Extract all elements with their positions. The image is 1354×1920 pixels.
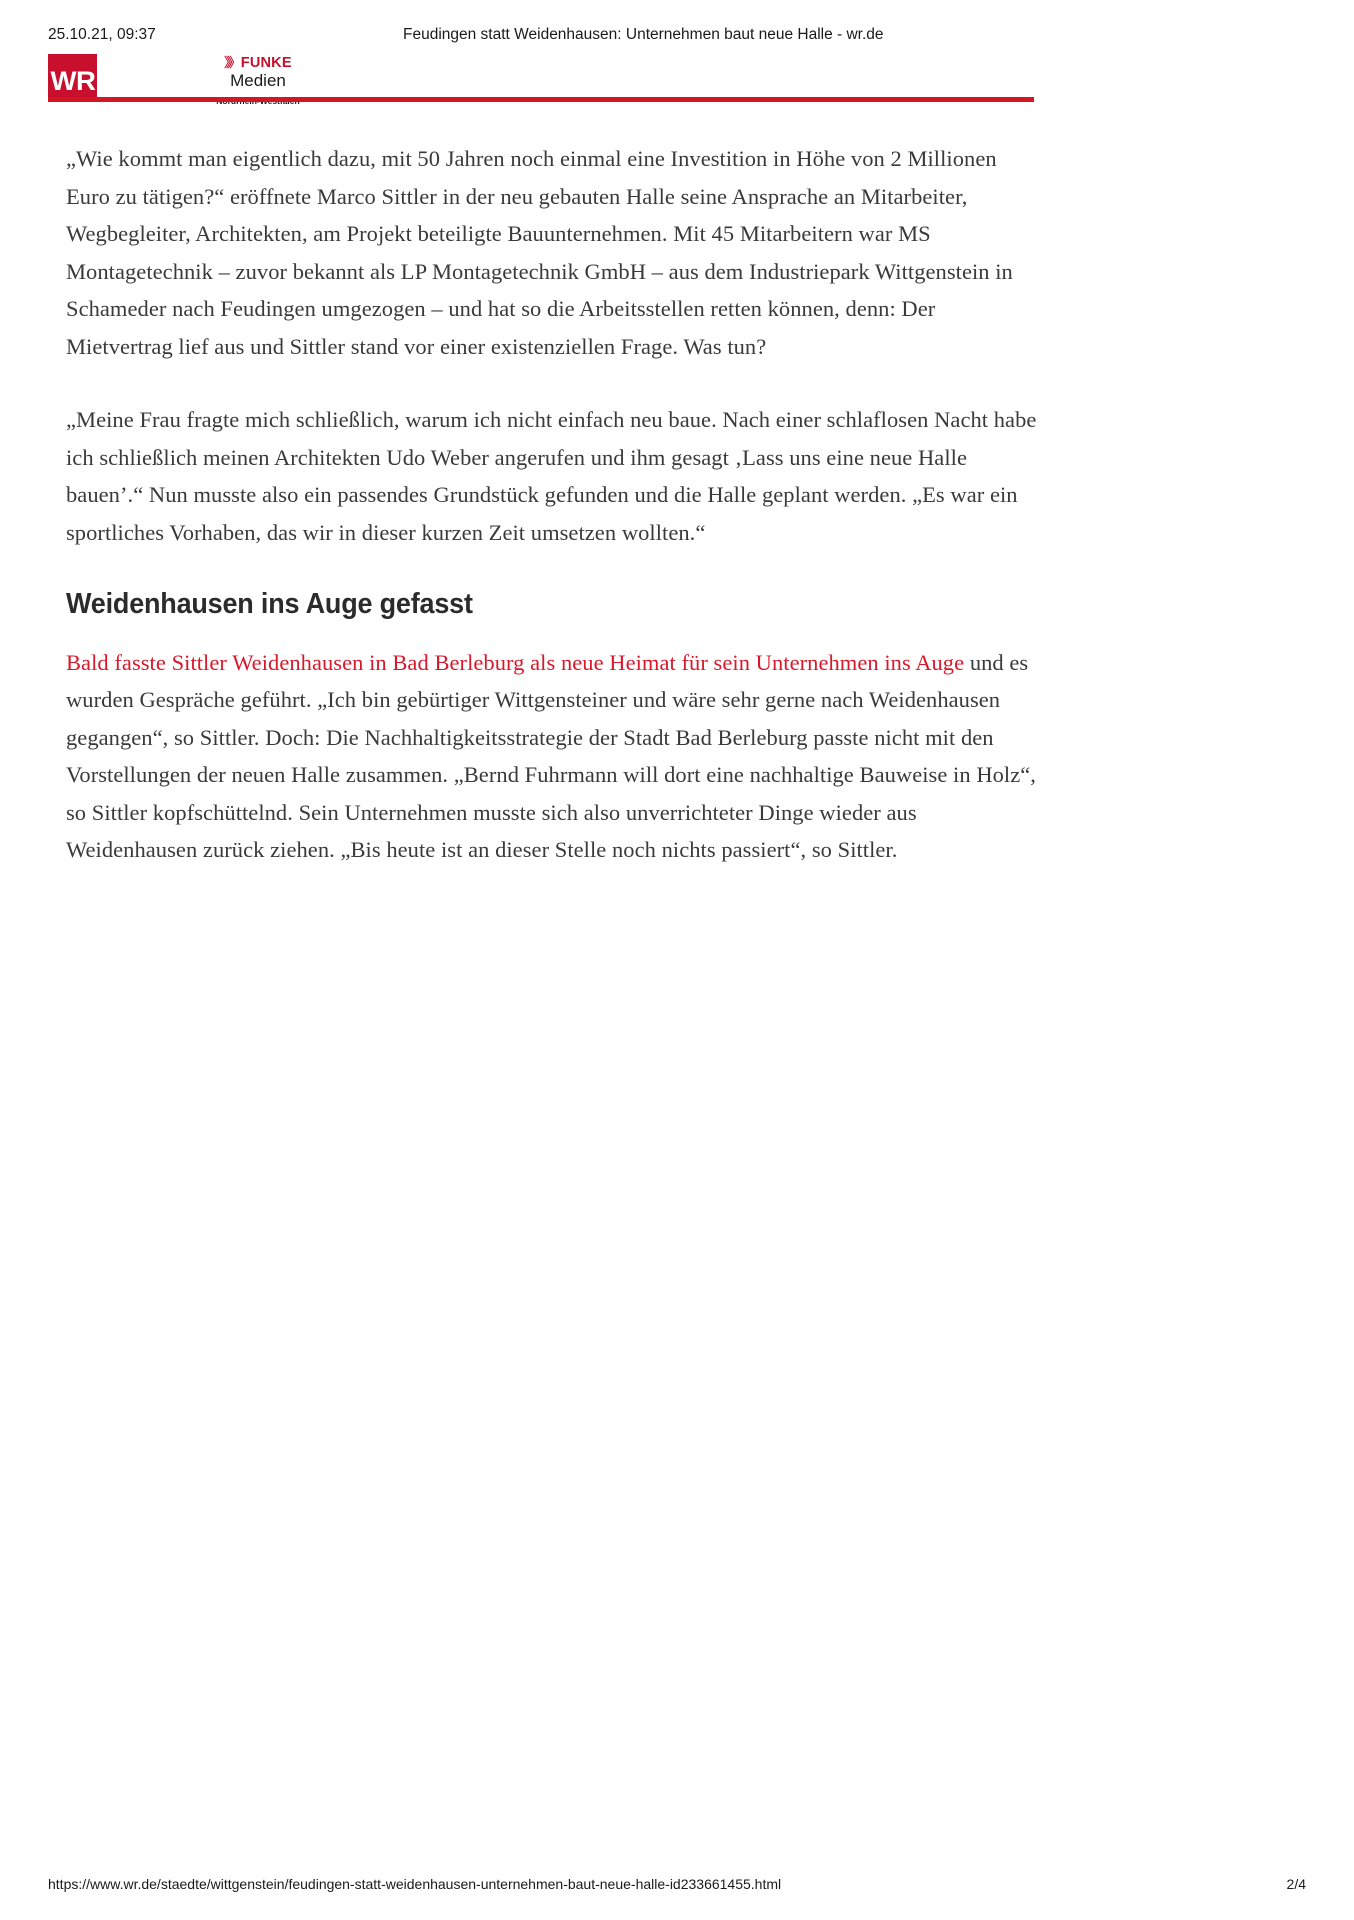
funke-brand-label: FUNKE xyxy=(240,55,292,71)
article-paragraph-2: „Meine Frau fragte mich schließlich, warum ich nicht einfach neu baue. Nach einer schlaflosen Nacht habe ich schließlich meinen Architekten Udo Weber angerufen und ihm gesagt ‚Lass uns eine neue Halle bauen’.“ Nun musste also ein passendes Grundstück gefunden und die Halle geplant werden. „Es war ein sportliches Vorhaben, das wir in dieser kurzen Zeit umsetzen wollten.“ xyxy=(66,407,1037,545)
article-body xyxy=(66,140,1040,869)
print-header xyxy=(48,26,1306,48)
funke-medien-label: Medien xyxy=(230,71,286,91)
article-paragraph-3-text: und es wurden Gespräche geführt. „Ich bin gebürtiger Wittgensteiner und wäre sehr gerne nach Weidenhausen gegangen“, so Sittler. Doch: Die Nachhaltigkeitsstrategie der Stadt Bad Berleburg passte nicht mit den Vorstellungen der neuen Halle zusammen. „Bernd Fuhrmann will dort eine nachhaltige Bauweise in Holz“, so Sittler kopfschüttelnd. Sein Unternehmen musste sich also unverrichteter Dinge wieder aus Weidenhausen zurück ziehen. „Bis heute ist an dieser Stelle noch nichts passiert“, so Sittler. xyxy=(66,649,1036,863)
chevrons-icon: 》》 xyxy=(224,55,238,70)
print-footer xyxy=(48,1876,1306,1896)
article-paragraph-3 xyxy=(66,644,1040,869)
masthead xyxy=(48,54,1034,102)
wr-logo-label: WR xyxy=(50,66,95,96)
footer-source-url: https://www.wr.de/staedte/wittgenstein/feudingen-statt-weidenhausen-unternehmen-baut-neue-halle-id233661455.html xyxy=(48,1876,782,1892)
header-divider xyxy=(48,97,1034,102)
footer-page-number: 2/4 xyxy=(1286,1876,1306,1892)
wr-logo[interactable] xyxy=(48,54,97,99)
article-inline-link[interactable]: Bald fasste Sittler Weidenhausen in Bad Berleburg als neue Heimat für sein Unternehmen ins Auge xyxy=(66,649,965,675)
funke-brand-line xyxy=(158,56,358,71)
article-section-heading: Weidenhausen ins Auge gefasst xyxy=(66,588,473,620)
print-date: 25.10.21, 09:37 xyxy=(48,26,156,43)
print-document-title: Feudingen statt Weidenhausen: Unternehmen baut neue Halle - wr.de xyxy=(403,26,884,43)
article-paragraph-1: „Wie kommt man eigentlich dazu, mit 50 Jahren noch einmal eine Investition in Höhe von 2 Millionen Euro zu tätigen?“ eröffnete Marco Sittler in der neu gebauten Halle seine Ansprache an Mitarbeiter, Wegbegleiter, Architekten, am Projekt beteiligte Bauunternehmen. Mit 45 Mitarbeitern war MS Montagetechnik – zuvor bekannt als LP Montagetechnik GmbH – aus dem Industriepark Wittgenstein in Schameder nach Feudingen umgezogen – und hat so die Arbeitsstellen retten können, denn: Der Mietvertrag lief aus und Sittler stand vor einer existenziellen Frage. Was tun? xyxy=(66,146,1013,359)
